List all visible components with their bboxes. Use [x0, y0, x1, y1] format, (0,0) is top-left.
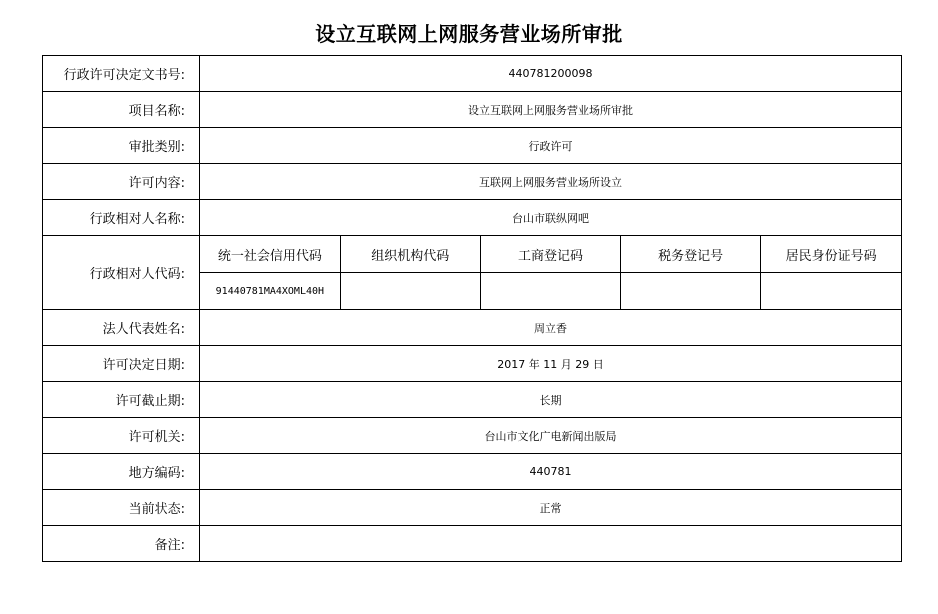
authority-value: 台山市文化广电新闻出版局 — [200, 418, 902, 454]
decision-no-value: 440781200098 — [200, 56, 902, 92]
content-label: 许可内容: — [43, 164, 200, 200]
table-row — [43, 526, 902, 562]
license-table — [42, 55, 902, 562]
remarks-value — [200, 526, 902, 562]
org-code-header: 组织机构代码 — [340, 236, 480, 273]
party-code-table — [200, 236, 901, 309]
project-name-value: 设立互联网上网服务营业场所审批 — [200, 92, 902, 128]
credit-code-header: 统一社会信用代码 — [200, 236, 340, 273]
org-code-value — [340, 273, 480, 310]
table-row — [43, 490, 902, 526]
category-value: 行政许可 — [200, 128, 902, 164]
legal-rep-label: 法人代表姓名: — [43, 310, 200, 346]
category-label: 审批类别: — [43, 128, 200, 164]
content-value: 互联网上网服务营业场所设立 — [200, 164, 902, 200]
region-code-value: 440781 — [200, 454, 902, 490]
expiry-label: 许可截止期: — [43, 382, 200, 418]
table-row — [43, 310, 902, 346]
business-reg-value — [480, 273, 620, 310]
party-code-cell — [200, 236, 902, 310]
project-name-label: 项目名称: — [43, 92, 200, 128]
tax-reg-header: 税务登记号 — [621, 236, 761, 273]
table-row — [43, 92, 902, 128]
code-value-row — [200, 273, 901, 310]
table-row — [43, 454, 902, 490]
party-code-label: 行政相对人代码: — [43, 236, 200, 310]
legal-rep-value: 周立香 — [200, 310, 902, 346]
table-row — [43, 200, 902, 236]
decision-date-label: 许可决定日期: — [43, 346, 200, 382]
table-row — [43, 164, 902, 200]
page-title: 设立互联网上网服务营业场所审批 — [315, 22, 623, 46]
table-row — [43, 418, 902, 454]
decision-no-label: 行政许可决定文书号: — [43, 56, 200, 92]
table-row — [43, 382, 902, 418]
table-row — [43, 56, 902, 92]
table-row — [43, 236, 902, 310]
id-card-header: 居民身份证号码 — [761, 236, 901, 273]
code-header-row — [200, 236, 901, 273]
authority-label: 许可机关: — [43, 418, 200, 454]
table-row — [43, 346, 902, 382]
party-name-label: 行政相对人名称: — [43, 200, 200, 236]
decision-date-value: 2017 年 11 月 29 日 — [200, 346, 902, 382]
credit-code-value: 91440781MA4XOML40H — [200, 273, 340, 310]
party-name-value: 台山市联纵网吧 — [200, 200, 902, 236]
table-row — [43, 128, 902, 164]
status-value: 正常 — [200, 490, 902, 526]
tax-reg-value — [621, 273, 761, 310]
expiry-value: 长期 — [200, 382, 902, 418]
status-label: 当前状态: — [43, 490, 200, 526]
id-card-value — [761, 273, 901, 310]
business-reg-header: 工商登记码 — [480, 236, 620, 273]
region-code-label: 地方编码: — [43, 454, 200, 490]
remarks-label: 备注: — [43, 526, 200, 562]
